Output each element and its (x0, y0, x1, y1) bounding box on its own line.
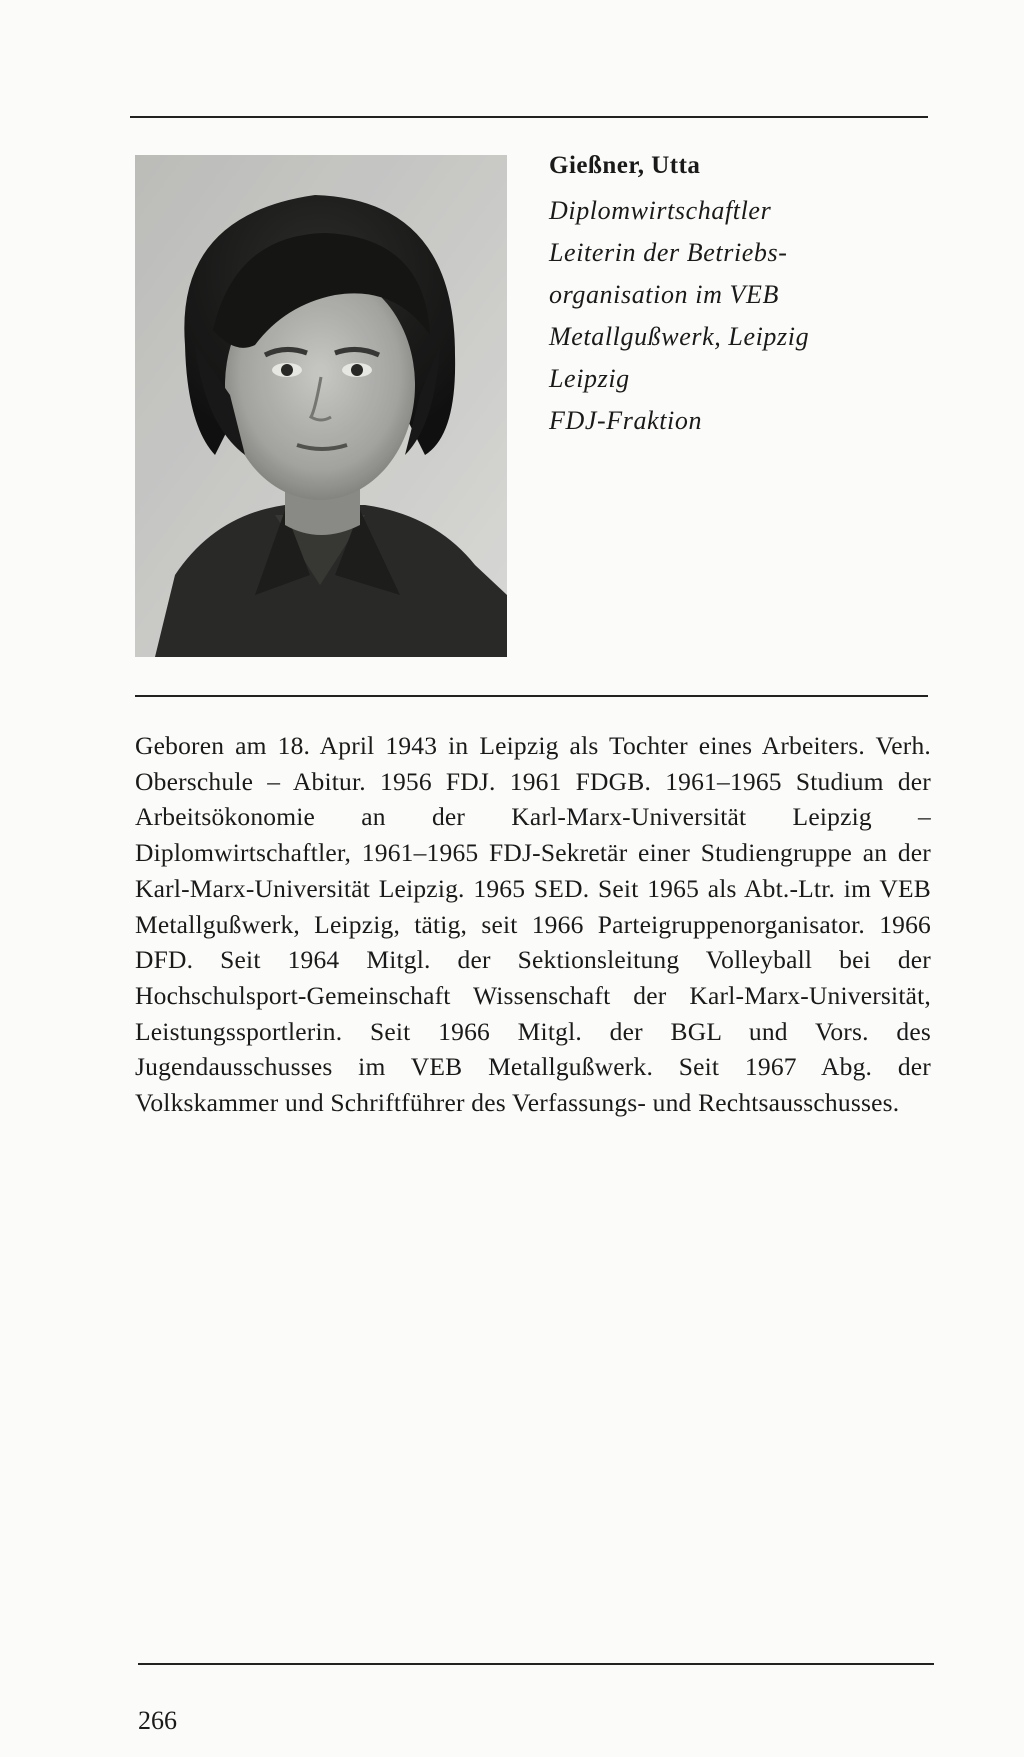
faction: FDJ-Fraktion (549, 406, 703, 435)
person-name: Gießner, Utta (549, 152, 701, 179)
biography-text: Geboren am 18. April 1943 in Leipzig als Tochter eines Arbeiters. Verh. Oberschule – Abitur. 1956 FDJ. 1961 FDGB. 1961–1965 Studium der Arbeitsökonomie an der Karl-Marx-Universität Leipzig – Diplomwirtschaftler, 1961–1965 FDJ-Sekretär einer Studiengruppe an der Karl-Marx-Universität Leipzig. 1965 SED. Seit 1965 als Abt.-Ltr. im VEB Metallgußwerk, Leipzig, tätig, seit 1966 Parteigruppenorganisator. 1966 DFD. Seit 1964 Mitgl. der Sektionsleitung Volleyball bei der Hochschulsport-Gemeinschaft Wissenschaft der Karl-Marx-Universität, Leistungssportlerin. Seit 1966 Mitgl. der BGL und Vors. des Jugendausschusses im VEB Metallgußwerk. Seit 1967 Abg. der Volkskammer und Schriftführer des Verfassungs- und Rechtsausschusses. (135, 731, 931, 1118)
middle-rule (135, 695, 928, 697)
entry-header (549, 148, 929, 442)
page-number: 266 (138, 1706, 177, 1735)
bottom-rule (138, 1663, 934, 1665)
position-line: Leiterin der Betriebs- (549, 238, 788, 267)
position-line: Metallgußwerk, Leipzig (549, 322, 810, 351)
constituency: Leipzig (549, 364, 630, 393)
top-rule (130, 116, 928, 118)
position-line: organisation im VEB (549, 280, 779, 309)
profession: Diplomwirtschaftler (549, 196, 772, 225)
portrait-photo (135, 155, 507, 657)
